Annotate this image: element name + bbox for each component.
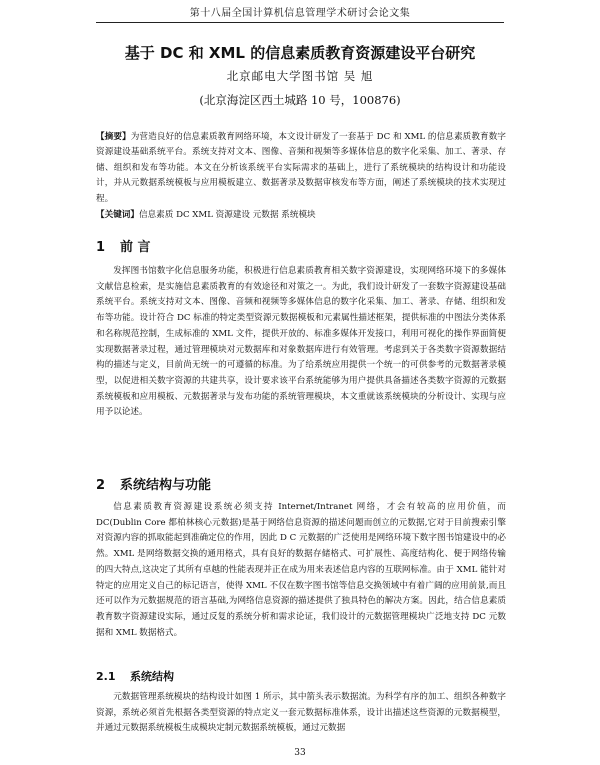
section-2-body [96, 500, 506, 641]
page-number: 33 [294, 748, 306, 758]
section-2-heading [96, 474, 211, 493]
keywords-label: 【关键词】 [96, 210, 139, 220]
abstract [96, 130, 506, 207]
section-1-paragraph: 发挥图书馆数字化信息服务功能，积极进行信息素质教育相关数字资源建设，实现网络环境下的多媒体文献信息检索，是实施信息素质教育的有效途径和对策之一。为此，我们设计研发了一套数字资源建设基础系统平台。系统支持对文本、图像、音频和视频等多媒体信息的数字化采集、加工、著录、存储、组织和发布等功能。设计符合 DC 标准的特定类型资源元数据模板和元素属性描述框架，提供标准的中图法分类体系和名称规范控制，生成标准的 XML 文件，提供开放的、标准多媒体开发接口，利用可视化的操作界面简便实现数据著录过程，通过管理模块对元数据库和对象数据库进行有效管理。考虑到关于各类数字资源数据结构的描述与定义，目前尚无统一的可遵循的标准。为了给系统应用提供一个统一的可供参考的元数据著录模型，以促进相关数字资源的共建共享，设计要求该平台系统能够为用户提供具备描述各类数字资源的元数据系统模板和应用模板、元数据著录与发布功能的系统管理模块，本文重就该系统模块的分析设计、实现与应用予以论述。 [96, 266, 506, 418]
section-2-number: 2 [96, 478, 106, 493]
abstract-text: 为营造良好的信息素质教育网络环境，本文设计研发了一套基于 DC 和 XML 的信息素质教育数字资源建设基础系统平台。系统支持对文本、图像、音频和视频等多媒体信息的数字化采集、加工、著录、存储、组织和发布等功能。本文在分析该系统平台实际需求的基础上，进行了系统模块的结构设计和功能设计，并从元数据系统模板与应用模板建立、数据著录及数据审核发布等方面，阐述了系统模块的技术实现过程。 [96, 132, 506, 204]
section-1-number: 1 [96, 240, 106, 255]
running-header: 第十八届全国计算机信息管理学术研讨会论文集 [96, 4, 504, 23]
section-2-1-number: 2.1 [96, 670, 116, 683]
section-2-1-heading [96, 668, 174, 684]
section-2-1-paragraph: 元数据管理系统模块的结构设计如图 1 所示，其中箭头表示数据流。为科学有序的加工、组织各种数字资源，系统必须首先根据各类型资源的特点定义一套元数据标准体系，设计出描述这些资源的元数据模型，并通过元数据系统模板生成模块定制元数据系统模板，通过元数据 [96, 692, 506, 734]
abstract-label: 【摘要】 [96, 132, 131, 142]
section-2-1-body [96, 690, 506, 737]
author-affiliation: 北京邮电大学图书馆 吴 旭 [226, 69, 374, 83]
section-2-paragraph: 信息素质教育资源建设系统必须支持 Internet/Intranet 网络，才会有较高的应用价值，而 DC(Dublin Core 都柏林核心元数据)是基于网络信息资源的描述问题而创立的元数据,它对于目前搜索引擎对资源内容的抓取能起到准确定位的作用，因此 D C 元数据的广泛使用是网络环境下数字图书馆建设中的必然。XML 是网络数据交换的通用格式，具有良好的数据存储格式、可扩展性、高度结构化、便于网络传输的四大特点,这决定了其所有卓越的性能表现并正在成为用来表述信息内容的互联网标准。由于 XML 能针对特定的应用定义自己的标记语言，使得 XML 不仅在数字图书馆等信息交换领域中有着广阔的应用前景,而且还可以作为元数据规范的语言基础,为网络信息资源的描述提供了独具特色的解决方案。因此，结合信息素质教育数字资源建设实际，通过反复的系统分析和需求论证，我们设计的元数据管理模块广泛地支持 DC 元数据和 XML 数据格式。 [96, 502, 506, 638]
paper-title: 基于 DC 和 XML 的信息素质教育资源建设平台研究 [124, 44, 476, 62]
keywords [96, 208, 506, 222]
section-1-heading [96, 236, 151, 255]
author-address: (北京海淀区西土城路 10 号，100876) [199, 93, 401, 107]
section-2-1-title: 系统结构 [130, 670, 174, 683]
section-1-title: 前 言 [120, 240, 151, 255]
section-2-title: 系统结构与功能 [120, 478, 212, 493]
section-1-body [96, 264, 506, 421]
keywords-text: 信息素质 DC XML 资源建设 元数据 系统模块 [138, 210, 316, 220]
